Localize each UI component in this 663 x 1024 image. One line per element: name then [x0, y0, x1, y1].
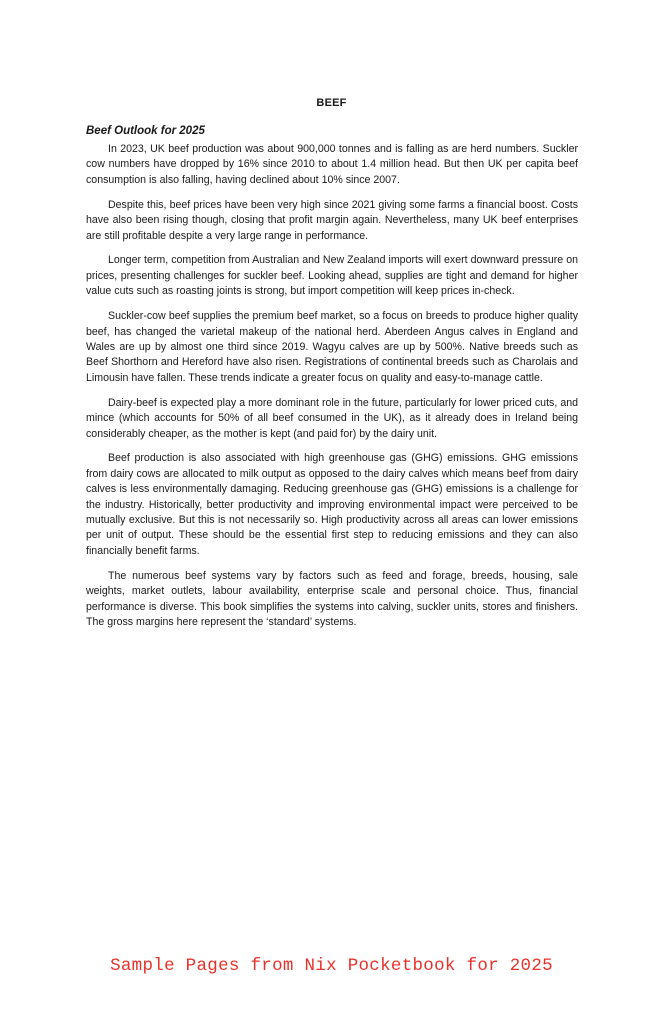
paragraph: Beef production is also associated with high greenhouse gas (GHG) emissions. GHG emissions from dairy cows are allocated to milk output as opposed to the dairy calves which means beef from dairy calves is less environmentally damaging. Reducing greenhouse gas (GHG) emissions is a challenge for the industry. Historically, better productivity and improving environmental impact were perceived to be mutually exclusive. But this is not necessarily so. High productivity across all areas can lower emissions per unit of output. These should be the essential first step to reducing emissions and they can also financially benefit farms.: [86, 452, 578, 557]
subtitle: Beef Outlook for 2025: [86, 125, 205, 137]
paragraph: Dairy-beef is expected play a more dominant role in the future, particularly for lower priced cuts, and mince (which accounts for 50% of all beef consumed in the UK), as it already does in Ireland being considerably cheaper, as the mother is kept (and paid for) by the dairy unit.: [86, 396, 578, 440]
section-title: BEEF: [316, 97, 347, 109]
paragraph: Suckler-cow beef supplies the premium beef market, so a focus on breeds to produce higher quality beef, has changed the varietal makeup of the national herd. Aberdeen Angus calves in England and Wales are up by almost one third since 2019. Wagyu calves are up by 500%. Native breeds such as Beef Shorthorn and Hereford have also risen. Registrations of continental breeds such as Charolais and Limousin have fallen. These trends indicate a greater focus on quality and easy-to-manage cattle.: [86, 310, 578, 384]
body-text: [86, 142, 578, 640]
paragraph: The numerous beef systems vary by factors such as feed and forage, breeds, housing, sale weights, market outlets, labour availability, enterprise scale and personal choice. Thus, financial performance is diverse. This book simplifies the systems into calving, suckler units, stores and finishers. The gross margins here represent the ‘standard’ systems.: [86, 569, 578, 628]
sample-pages-footer: Sample Pages from Nix Pocketbook for 2025: [110, 956, 553, 976]
paragraph: Longer term, competition from Australian and New Zealand imports will exert downward pressure on prices, presenting challenges for suckler beef. Looking ahead, supplies are tight and demand for higher value cuts such as roasting joints is strong, but import competition will keep prices in-check.: [86, 254, 578, 298]
paragraph: In 2023, UK beef production was about 900,000 tonnes and is falling as are herd numbers. Suckler cow numbers have dropped by 16% since 2010 to about 1.4 million head. But then UK per capita beef consumption is also falling, having declined about 10% since 2007.: [86, 143, 578, 186]
paragraph: Despite this, beef prices have been very high since 2021 giving some farms a financial boost. Costs have also been rising though, closing that profit margin again. Nevertheless, many UK beef enterprises are still profitable despite a very large range in performance.: [86, 198, 578, 242]
